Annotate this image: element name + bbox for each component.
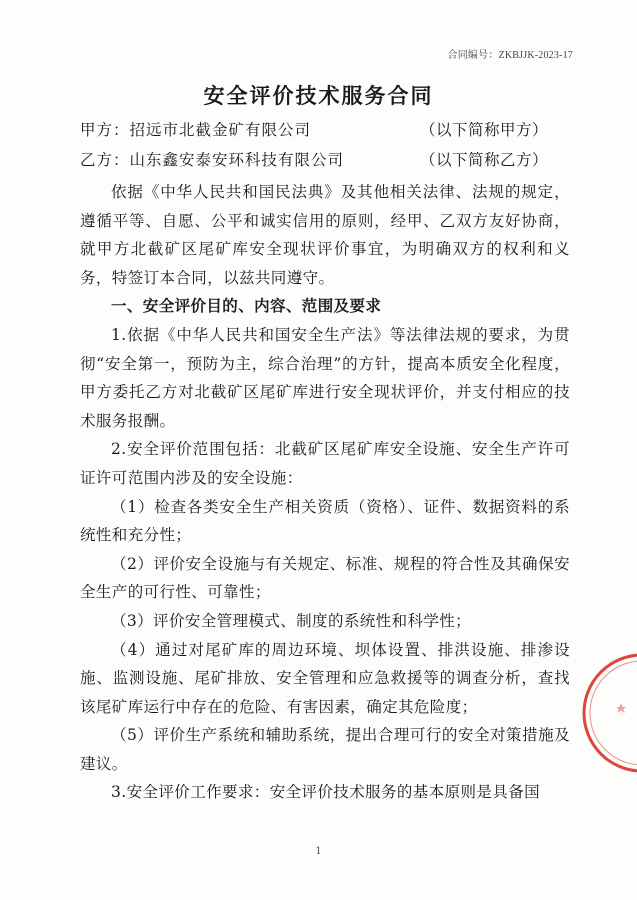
clause-2-item-3: （3）评价安全管理模式、制度的系统性和科学性； [111,611,472,630]
clause-3: 3.安全评价工作要求：安全评价技术服务的基本原则是具备国 [111,783,540,802]
party-b-line [80,146,570,174]
clause-2-item-5: （5）评价生产系统和辅助系统，提出合理可行的安全对策措施及建议。 [80,726,570,773]
clause-2-item-2: （2）评价安全设施与有关规定、标准、规程的符合性及其确保安全生产的可行性、可靠性； [80,554,570,602]
document-title: 安全评价技术服务合同 [203,84,434,108]
clause-2: 2.安全评价范围包括：北截矿区尾矿库安全设施、安全生产许可证许可范围内涉及的安全设施： [80,440,570,487]
party-a-line [80,116,570,144]
section-heading: 一、安全评价目的、内容、范围及要求 [111,297,382,316]
contract-number: 合同编号：ZKBJJK-2023-17 [447,50,573,61]
clause-1: 1.依据《中华人民共和国安全生产法》等法律法规的要求，为贯彻“安全第一，预防为主，综合治理”的方针，提高本质安全化程度，甲方委托乙方对北截矿区尾矿库进行安全现状评价，并支付相应的技术服务报酬。 [80,325,570,430]
clause-2-item-4: （4）通过对尾矿库的周边环境、坝体设置、排洪设施、排渗设施、监测设施、尾矿排放、安全管理和应急救援等的调查分析，查找该尾矿库运行中存在的危险、有害因素，确定其危险度； [80,640,570,716]
seal-ring [584,655,637,771]
page-number: 1 [315,846,322,857]
red-seal-stamp [577,648,637,778]
party-a-abbr: （以下简称甲方） [420,121,549,139]
seal-star [616,703,626,713]
clause-2-item-1: （1）检查各类安全生产相关资质（资格）、证件、数据资料的系统性和充分性； [80,497,570,545]
contract-body [80,178,570,807]
party-b-abbr: （以下简称乙方） [420,151,549,169]
intro-paragraph: 依据《中华人民共和国民法典》及其他相关法律、法规的规定，遵循平等、自愿、公平和诚实信用的原则，经甲、乙双方友好协商，就甲方北截矿区尾矿库安全现状评价事宜，为明确双方的权利和义务，特签订本合同，以兹共同遵守。 [80,183,570,287]
party-a-name: 甲方：招远市北截金矿有限公司 [80,121,312,139]
party-b-name: 乙方：山东鑫安泰安环科技有限公司 [80,151,345,169]
